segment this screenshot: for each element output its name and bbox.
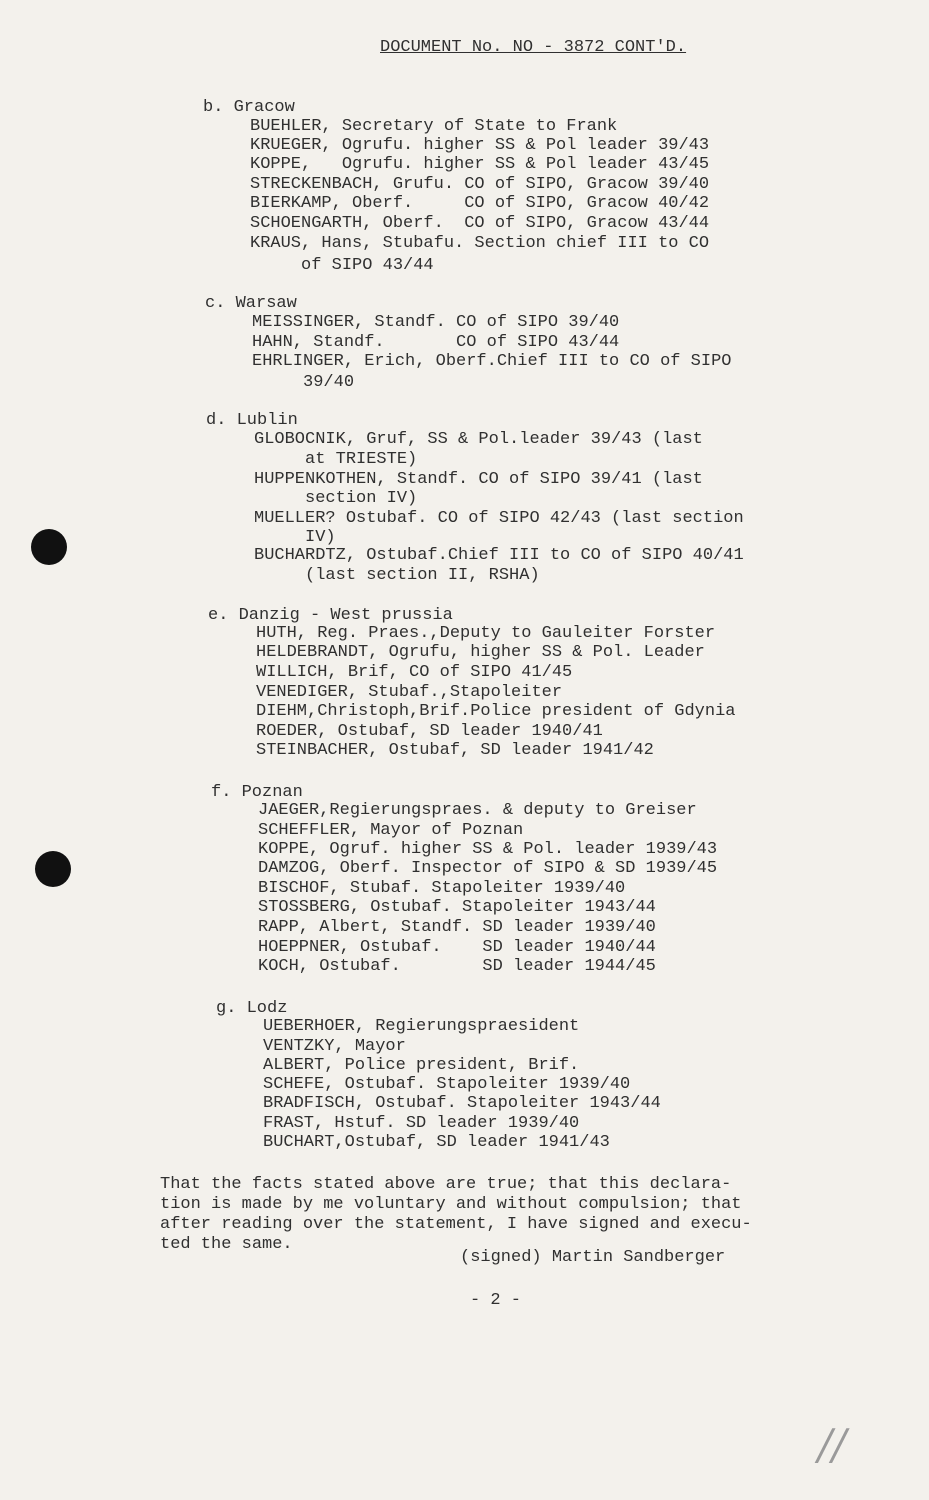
list-item: section IV): [254, 489, 418, 508]
list-item: DIEHM,Christoph,Brif.Police president of Gdynia: [256, 702, 736, 721]
list-item: KOCH, Ostubaf. SD leader 1944/45: [258, 957, 656, 976]
list-item: HUTH, Reg. Praes.,Deputy to Gauleiter Forster: [256, 624, 716, 643]
list-item: at TRIESTE): [254, 450, 418, 469]
list-item: FRAST, Hstuf. SD leader 1939/40: [263, 1114, 580, 1133]
list-item: BISCHOF, Stubaf. Stapoleiter 1939/40: [258, 879, 626, 898]
page-number: - 2 -: [470, 1291, 522, 1310]
list-item: DAMZOG, Oberf. Inspector of SIPO & SD 1939/45: [258, 859, 718, 878]
document-header: DOCUMENT No. NO - 3872 CONT'D.: [380, 38, 687, 57]
list-item: HELDEBRANDT, Ogrufu, higher SS & Pol. Leader: [256, 643, 705, 662]
list-item: ALBERT, Police president, Brif.: [263, 1056, 580, 1075]
list-item: BUEHLER, Secretary of State to Frank: [250, 117, 618, 136]
declaration-line: tion is made by me voluntary and without compulsion; that: [160, 1195, 742, 1214]
list-item: SCHOENGARTH, Oberf. CO of SIPO, Gracow 43/44: [250, 214, 710, 233]
list-item: BUCHARDTZ, Ostubaf.Chief III to CO of SIPO 40/41: [254, 546, 744, 565]
declaration-line: That the facts stated above are true; that this declara-: [160, 1175, 732, 1194]
list-item: STRECKENBACH, Grufu. CO of SIPO, Gracow 39/40: [250, 175, 710, 194]
margin-mark: //: [818, 1420, 847, 1469]
list-item: RAPP, Albert, Standf. SD leader 1939/40: [258, 918, 656, 937]
punch-hole-top: [31, 529, 67, 565]
list-item: JAEGER,Regierungspraes. & deputy to Greiser: [258, 801, 697, 820]
list-item: (last section II, RSHA): [254, 566, 540, 585]
punch-hole-bottom: [35, 851, 71, 887]
declaration-line: after reading over the statement, I have signed and execu-: [160, 1215, 752, 1234]
declaration-line: ted the same.: [160, 1235, 293, 1254]
list-item: ROEDER, Ostubaf, SD leader 1940/41: [256, 722, 603, 741]
list-item: VENEDIGER, Stubaf.,Stapoleiter: [256, 683, 563, 702]
section-title-gracow: b. Gracow: [203, 98, 295, 117]
list-item: IV): [254, 528, 336, 547]
section-title-lodz: g. Lodz: [216, 999, 288, 1018]
list-item: BUCHART,Ostubaf, SD leader 1941/43: [263, 1133, 610, 1152]
list-item: HOEPPNER, Ostubaf. SD leader 1940/44: [258, 938, 656, 957]
list-item: SCHEFFLER, Mayor of Poznan: [258, 821, 524, 840]
list-item: BIERKAMP, Oberf. CO of SIPO, Gracow 40/42: [250, 194, 710, 213]
list-item: HAHN, Standf. CO of SIPO 43/44: [252, 333, 620, 352]
list-item: STEINBACHER, Ostubaf, SD leader 1941/42: [256, 741, 654, 760]
signature: (signed) Martin Sandberger: [460, 1248, 726, 1267]
list-item: MEISSINGER, Standf. CO of SIPO 39/40: [252, 313, 620, 332]
section-title-lublin: d. Lublin: [206, 411, 298, 430]
list-item: SCHEFE, Ostubaf. Stapoleiter 1939/40: [263, 1075, 631, 1094]
section-title-warsaw: c. Warsaw: [205, 294, 297, 313]
list-item: STOSSBERG, Ostubaf. Stapoleiter 1943/44: [258, 898, 656, 917]
section-title-danzig: e. Danzig - West prussia: [208, 606, 453, 625]
list-item: MUELLER? Ostubaf. CO of SIPO 42/43 (last section: [254, 509, 744, 528]
list-item: EHRLINGER, Erich, Oberf.Chief III to CO of SIPO: [252, 352, 732, 371]
list-item: HUPPENKOTHEN, Standf. CO of SIPO 39/41 (last: [254, 470, 703, 489]
list-item: BRADFISCH, Ostubaf. Stapoleiter 1943/44: [263, 1094, 661, 1113]
section-title-poznan: f. Poznan: [211, 783, 303, 802]
list-item: GLOBOCNIK, Gruf, SS & Pol.leader 39/43 (last: [254, 430, 703, 449]
list-item: VENTZKY, Mayor: [263, 1037, 406, 1056]
list-item: of SIPO 43/44: [250, 256, 434, 275]
list-item: WILLICH, Brif, CO of SIPO 41/45: [256, 663, 573, 682]
list-item: KRAUS, Hans, Stubafu. Section chief III to CO: [250, 234, 710, 253]
list-item: UEBERHOER, Regierungspraesident: [263, 1017, 580, 1036]
list-item: KRUEGER, Ogrufu. higher SS & Pol leader 39/43: [250, 136, 710, 155]
list-item: 39/40: [252, 373, 355, 392]
list-item: KOPPE, Ogruf. higher SS & Pol. leader 1939/43: [258, 840, 718, 859]
list-item: KOPPE, Ogrufu. higher SS & Pol leader 43/45: [250, 155, 710, 174]
